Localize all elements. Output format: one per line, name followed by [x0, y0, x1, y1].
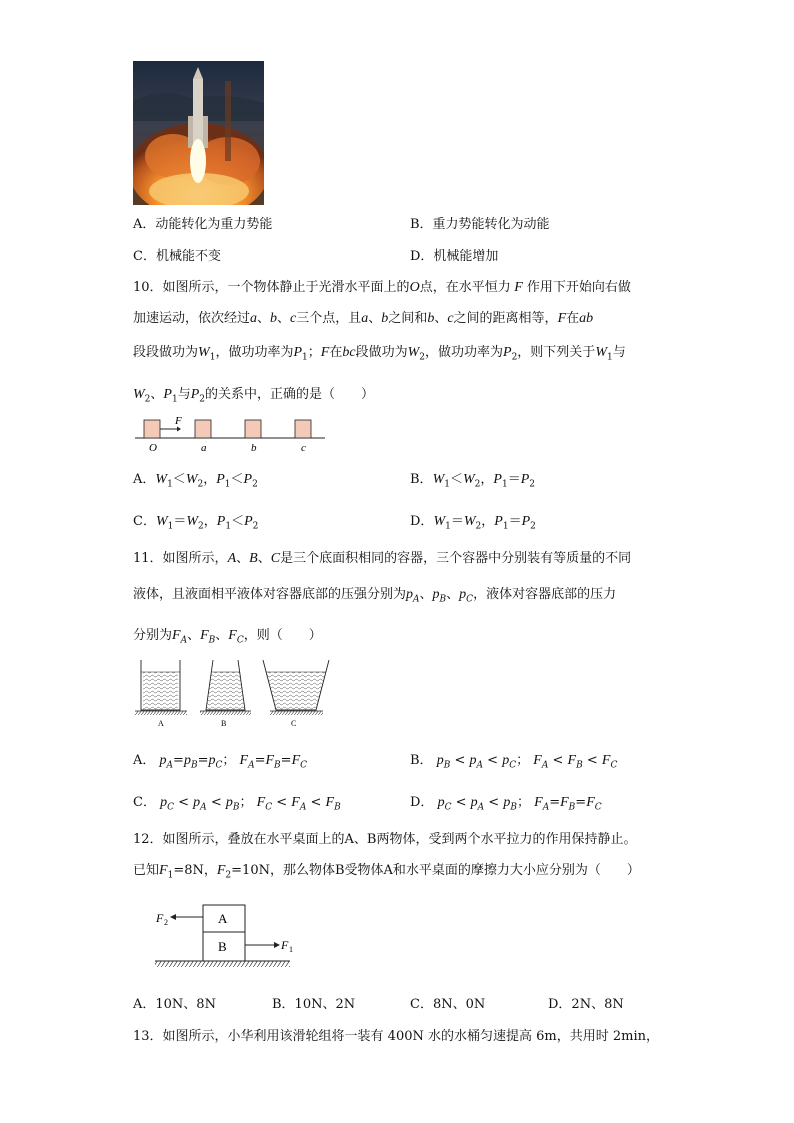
q9-option-b[interactable]: B．重力势能转化为动能	[410, 217, 550, 232]
svg-text:B: B	[221, 719, 227, 728]
svg-text:O: O	[149, 442, 157, 454]
block-at-o	[144, 420, 160, 438]
block-at-a	[195, 420, 211, 438]
container-c	[263, 660, 329, 728]
q10-option-c[interactable]: C．$W_1=W_2$，$P_1<P_2$	[133, 514, 259, 532]
q10-number: 10．	[133, 280, 163, 295]
container-a	[135, 660, 187, 728]
q9-option-d[interactable]: D．机械能增加	[410, 249, 499, 264]
q11-option-a[interactable]: A． $p_A=p_B=p_C$； $F_A=F_B=F_C$	[133, 753, 308, 771]
q10-option-a[interactable]: A．$W_1<W_2$，$P_1<P_2$	[133, 472, 258, 490]
q11-containers-figure	[133, 658, 333, 730]
q10-line-2: 加速运动，依次经过a、b、c三个点，且a、b之间和b、c之间的距离相等，F在ab	[133, 311, 594, 326]
q9-option-a[interactable]: A．动能转化为重力势能	[133, 217, 273, 232]
svg-text:a: a	[201, 442, 207, 454]
q13-line-1: 13．如图所示，小华利用该滑轮组将一装有 400N 水的水桶匀速提高 6m，共用时 2min，	[133, 1029, 659, 1044]
svg-text:c: c	[301, 442, 306, 454]
q10-option-d[interactable]: D．$W_1=W_2$，$P_1=P_2$	[410, 514, 536, 532]
q10-line-3: 段段做功为$W_1$，做功功率为$P_1$；F在bc段做功为$W_2$，做功功率为$P_2$，则下列关于$W_1$与	[133, 345, 626, 363]
svg-text:A: A	[218, 911, 228, 926]
block-at-b	[245, 420, 261, 438]
q12-option-a[interactable]: A．10N、8N	[133, 997, 216, 1012]
q11-line-3: 分别为$F_A$、$F_B$、$F_C$，则（ ）	[133, 628, 322, 646]
q10-option-b[interactable]: B．$W_1<W_2$，$P_1=P_2$	[410, 472, 536, 490]
svg-text:F: F	[156, 911, 164, 925]
rocket-launch-photo	[133, 61, 264, 205]
q12-option-c[interactable]: C．8N、0N	[410, 997, 486, 1012]
svg-text:A: A	[158, 719, 164, 728]
q10-blocks-figure	[133, 412, 328, 456]
q12-line-2: 已知$F_1=8N$，$F_2=10N$，那么物体B受物体A和水平桌面的摩擦力大小应分别为（ ）	[133, 863, 640, 881]
q10-line-1: 10．如图所示，一个物体静止于光滑水平面上的O点，在水平恒力 F 作用下开始向右做	[133, 280, 631, 295]
q12-option-d[interactable]: D．2N、8N	[548, 997, 624, 1012]
block-at-c	[295, 420, 311, 438]
svg-text:C: C	[291, 719, 297, 728]
svg-text:B: B	[218, 939, 227, 954]
container-b	[200, 660, 251, 728]
q11-option-d[interactable]: D． $p_C < p_A < p_B$； $F_A=F_B=F_C$	[410, 795, 602, 813]
svg-text:b: b	[251, 442, 257, 454]
svg-text:1: 1	[289, 945, 293, 954]
q12-option-b[interactable]: B．10N、2N	[272, 997, 356, 1012]
q11-line-1: 11．如图所示，A、B、C是三个底面积相同的容器，三个容器中分别装有等质量的不同	[133, 551, 632, 566]
q11-line-2: 液体，且液面相平液体对容器底部的压强分别为$p_A$、$p_B$、$p_C$，液体对容器底部的压力	[133, 587, 617, 605]
q12-stacked-blocks-figure	[150, 900, 300, 972]
svg-text:F: F	[281, 938, 289, 952]
q10-line-4: $W_2$、$P_1$与$P_2$的关系中，正确的是（ ）	[133, 387, 375, 405]
q11-option-c[interactable]: C． $p_C < p_A < p_B$； $F_C < F_A < F_B$	[133, 795, 341, 813]
q9-option-c[interactable]: C．机械能不变	[133, 249, 221, 264]
svg-text:2: 2	[164, 918, 168, 927]
svg-text:F: F	[175, 415, 182, 427]
q11-option-b[interactable]: B． $p_B < p_A < p_C$； $F_A < F_B < F_C$	[410, 753, 618, 771]
q12-line-1: 12．如图所示，叠放在水平桌面上的A、B两物体，受到两个水平拉力的作用保持静止。	[133, 832, 637, 847]
